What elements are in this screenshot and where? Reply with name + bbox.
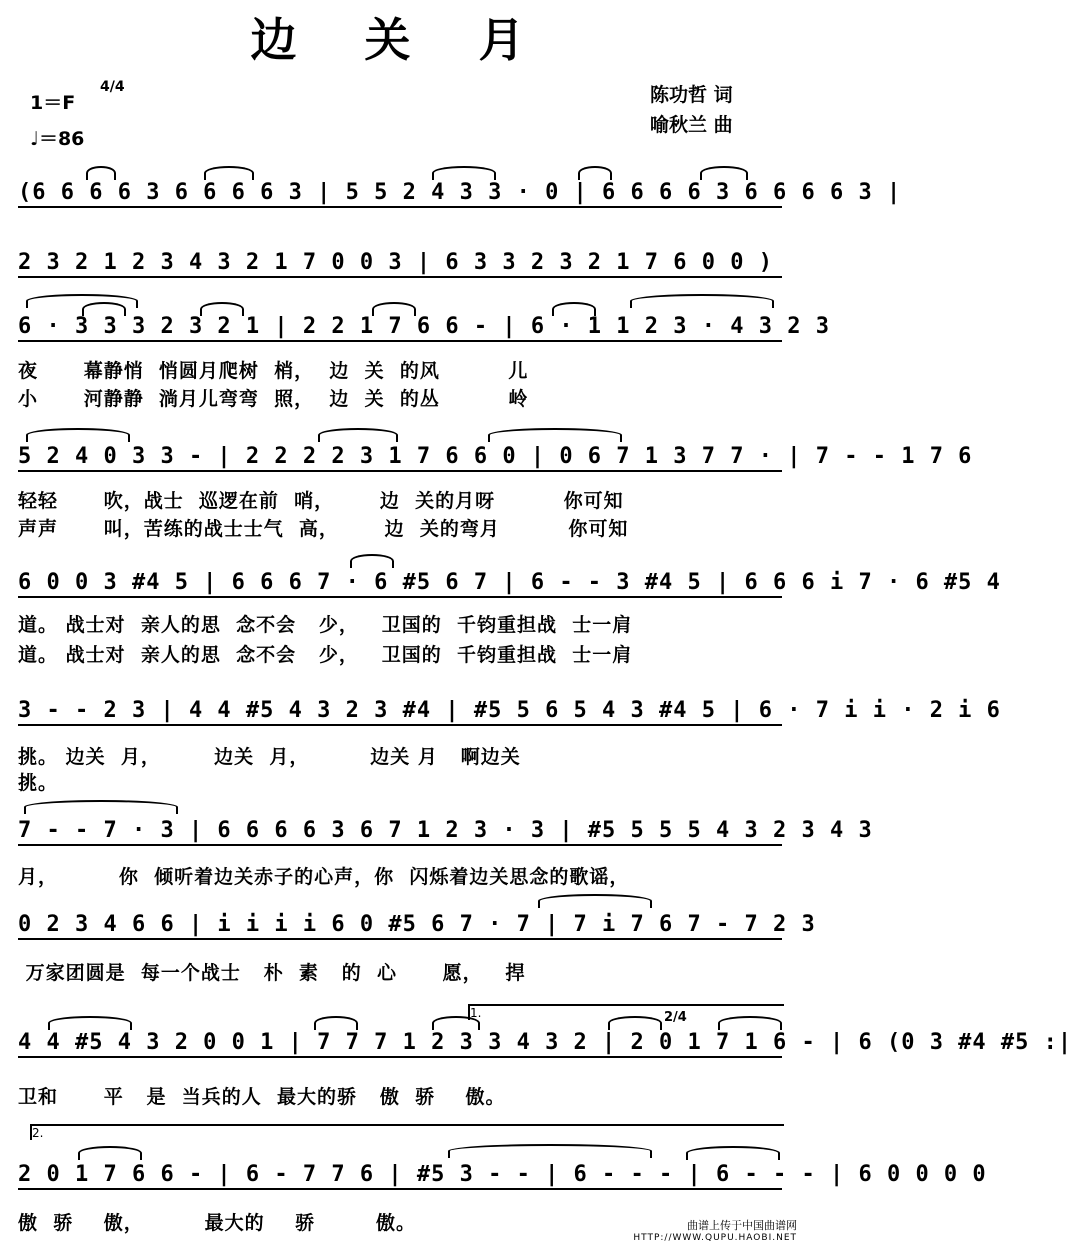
beam-line: [18, 1188, 782, 1192]
slur: [78, 1146, 142, 1160]
slur: [350, 554, 394, 568]
staff-row-3: [18, 292, 830, 350]
slur: [448, 1144, 652, 1158]
time-change: 2/4: [664, 1010, 687, 1025]
slur: [314, 1016, 358, 1030]
slur: [432, 1016, 480, 1030]
beam-line: [18, 276, 782, 280]
slur: [718, 1016, 782, 1030]
lyricist-credit: 陈功哲 词: [650, 84, 733, 106]
lyric-verse-1: 道。 战士对 亲人的思 念不会 少， 卫国的 千钧重担战 士一肩: [18, 614, 633, 636]
staff-row-7: [18, 796, 873, 854]
beam-line: [18, 938, 782, 942]
staff-row-10: [18, 1140, 987, 1198]
lyric-chorus: 挑。 边关 月， 边关 月， 边关 月 啊边关: [18, 746, 521, 768]
staff-row-8: [18, 890, 816, 948]
slur: [608, 1016, 662, 1030]
second-ending-label: 2.: [32, 1126, 44, 1140]
beam-line: [18, 340, 782, 344]
staff-row-9: [18, 1008, 1072, 1066]
lyric-chorus: 万家团圆是 每一个战士 朴 素 的 心 愿， 捍: [18, 962, 526, 984]
key-signature: 1＝F: [30, 92, 76, 114]
slur: [432, 166, 496, 180]
slur: [86, 166, 116, 180]
notes-line: 0 2 3 4 6 6 | i i i i 6 0 #5 6 7 · 7 | 7 i 7 6 7 - 7 2 3: [18, 912, 816, 937]
slur: [318, 428, 398, 442]
slur: [686, 1146, 780, 1160]
slur: [488, 428, 622, 442]
slur: [700, 166, 748, 180]
site-watermark: [633, 1217, 797, 1243]
second-ending-bracket: [30, 1124, 784, 1140]
lyric-verse-2: 道。 战士对 亲人的思 念不会 少， 卫国的 千钧重担战 士一肩: [18, 644, 633, 666]
slur: [578, 166, 612, 180]
notes-line: (6 6 6 6 3 6 6 6 6 3 | 5 5 2 4 3 3 · 0 | 6 6 6 6 3 6 6 6 6 3 |: [18, 180, 902, 205]
beam-line: [18, 470, 782, 474]
staff-row-2: [18, 228, 782, 286]
beam-line: [18, 206, 782, 210]
lyric-verse-2: 挑。: [18, 772, 59, 794]
lyric-verse-2: 声声 叫，苦练的战士士气 高， 边 关的弯月 你可知: [18, 518, 629, 540]
time-signature: [100, 80, 125, 95]
lyric-verse-2: 小 河静静 淌月儿弯弯 照， 边 关 的丛 岭: [18, 388, 529, 410]
notes-line: 3 - - 2 3 | 4 4 #5 4 3 2 3 #4 | #5 5 6 5 4 3 #4 5 | 6 · 7 i i · 2 i 6: [18, 698, 1001, 723]
slur: [24, 800, 178, 814]
notes-line: 2 3 2 1 2 3 4 3 2 1 7 0 0 3 | 6 3 3 2 3 2 1 7 6 0 0 ): [18, 250, 773, 275]
staff-row-6: [18, 676, 1001, 734]
notes-line: 7 - - 7 · 3 | 6 6 6 6 3 6 7 1 2 3 · 3 | #5 5 5 5 4 3 2 3 4 3: [18, 818, 873, 843]
staff-row-4: [18, 422, 973, 480]
lyric-chorus: 卫和 平 是 当兵的人 最大的骄 傲 骄 傲。: [18, 1086, 506, 1108]
notes-line: 5 2 4 0 3 3 - | 2 2 2 2 3 1 7 6 6 0 | 0 6 7 1 3 7 7 · | 7 - - 1 7 6: [18, 444, 973, 469]
notes-line: 6 0 0 3 #4 5 | 6 6 6 7 · 6 #5 6 7 | 6 - - 3 #4 5 | 6 6 6 i 7 · 6 #5 4: [18, 570, 1001, 595]
beam-line: [18, 724, 782, 728]
watermark-url: HTTP://WWW.QUPU.HAOBI.NET: [633, 1233, 797, 1243]
notes-line: 2 0 1 7 6 6 - | 6 - 7 7 6 | #5 3 - - | 6 - - - | 6 - - - | 6 0 0 0 0: [18, 1162, 987, 1187]
watermark-text: 曲谱上传于中国曲谱网: [687, 1219, 797, 1232]
time-signature-text: 4/4: [100, 79, 125, 95]
beam-line: [18, 844, 782, 848]
slur: [630, 294, 774, 308]
lyric-verse-1: 轻轻 吹，战士 巡逻在前 哨， 边 关的月呀 你可知: [18, 490, 624, 512]
beam-line: [18, 1056, 782, 1060]
lyric-verse-1: 夜 幕静悄 悄圆月爬树 梢， 边 关 的风 儿: [18, 360, 529, 382]
slur: [48, 1016, 132, 1030]
lyric-chorus: 傲 骄 傲， 最大的 骄 傲。: [18, 1212, 416, 1234]
slur: [26, 428, 130, 442]
beam-line: [18, 596, 782, 600]
staff-row-5: [18, 548, 1001, 606]
composer-credit: 喻秋兰 曲: [650, 114, 733, 136]
staff-row-1: [18, 158, 902, 216]
lyric-chorus: 月， 你 倾听着边关赤子的心声，你 闪烁着边关思念的歌谣，: [18, 866, 630, 888]
tempo-marking: ♩＝86: [30, 128, 85, 150]
song-title: 边 关 月: [250, 13, 551, 67]
slur: [204, 166, 254, 180]
notes-line: 6 · 3 3 3 2 3 2 1 | 2 2 1 7 6 6 - | 6 · 1 1 2 3 · 4 3 2 3: [18, 314, 830, 339]
slur: [538, 894, 652, 908]
first-ending-label: 1.: [470, 1006, 482, 1020]
notes-line: 4 4 #5 4 3 2 0 0 1 | 7 7 7 1 2 3 3 4 3 2 | 2 0 1 7 1 6 - | 6 (0 3 #4 #5 :|: [18, 1030, 1072, 1055]
